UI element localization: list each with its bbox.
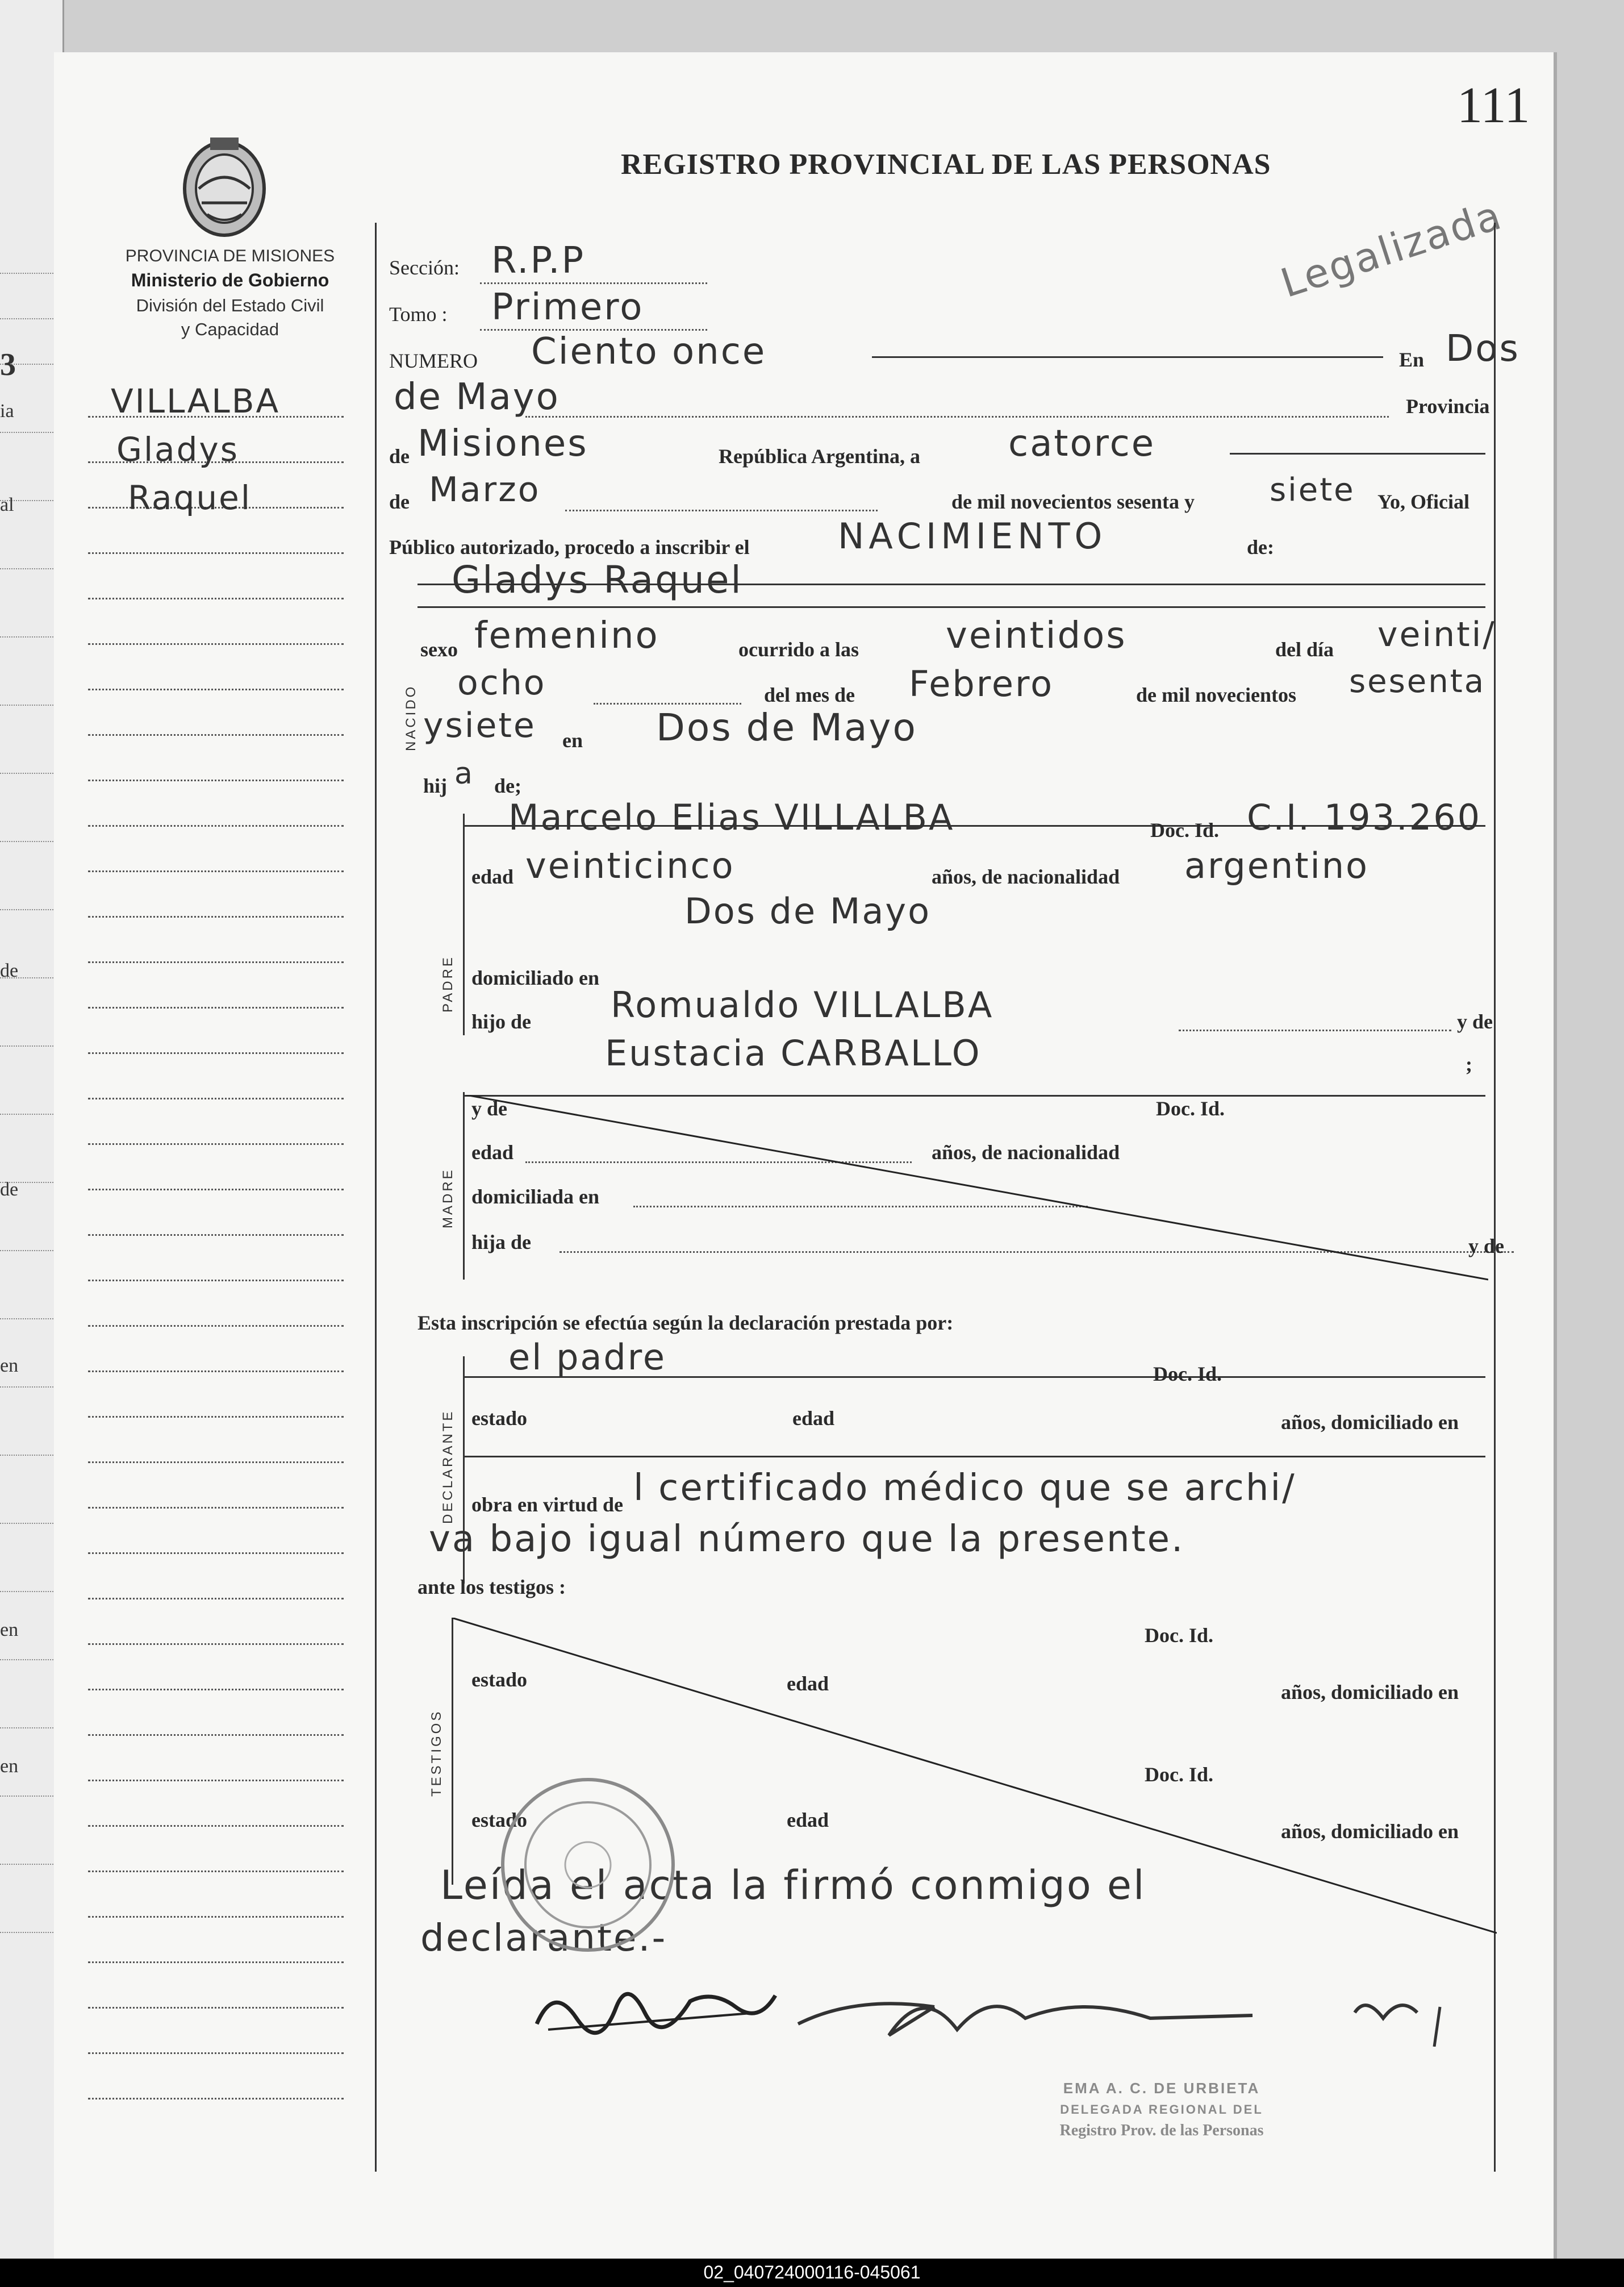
margin-rule (88, 1461, 344, 1463)
margin-rule (88, 1416, 344, 1418)
capacity-label: y Capacidad (181, 319, 279, 339)
rule (0, 1455, 62, 1456)
prev-fragment: de (0, 960, 19, 981)
rule (0, 432, 62, 433)
dia-value: veinti/ (1377, 615, 1496, 655)
testigo2-estado-label: estado (471, 1809, 527, 1831)
margin-surname: VILLALBA (111, 382, 281, 420)
official-signature-icon (787, 1973, 1468, 2047)
declarant-signature-icon (531, 1973, 781, 2041)
en-rule (525, 416, 1389, 418)
mil-label: de mil novecientos sesenta y (951, 490, 1195, 513)
testigo2-doc-label: Doc. Id. (1145, 1763, 1214, 1786)
hija-de-label: de; (494, 774, 521, 797)
padre-edad-label: edad (471, 865, 514, 888)
margin-rule (88, 1325, 344, 1327)
dia-label: del día (1275, 638, 1334, 661)
day-rule (1230, 453, 1485, 455)
father-nationality-value: argentino (1184, 845, 1369, 886)
publico-label: Público autorizado, procedo a inscribir el (389, 536, 750, 559)
margin-rule (88, 689, 344, 690)
prev-fragment: 3 (0, 347, 16, 382)
madre-domic-label: domiciliada en (471, 1185, 600, 1208)
margin-rule (88, 1007, 344, 1009)
rule (0, 1932, 62, 1933)
madre-y-de-label: y de (471, 1097, 507, 1120)
rule (0, 568, 62, 569)
rule (0, 1727, 62, 1728)
prev-fragment: de (0, 1179, 19, 1200)
section-testigos-label: TESTIGOS (429, 1709, 444, 1797)
padre-y-de-label: y de (1457, 1010, 1493, 1033)
scan-id: 02_040724000116-045061 (703, 2262, 921, 2282)
rule (0, 841, 62, 842)
margin-rule (88, 1234, 344, 1236)
declarante-doc-label: Doc. Id. (1153, 1363, 1222, 1385)
sexo-value: femenino (474, 615, 659, 657)
registry-seal-icon (497, 1774, 679, 1956)
margin-rule (88, 1280, 344, 1281)
madre-nac-label: años, de nacionalidad (932, 1141, 1120, 1164)
testigos-intro: ante los testigos : (418, 1576, 566, 1598)
madre-y-de-end: y de (1468, 1235, 1504, 1257)
madre-inner-line (463, 1092, 465, 1280)
legalized-stamp: Legalizada (1275, 191, 1508, 307)
margin-given-name-1: Gladys (116, 430, 239, 469)
closing-text-2: declarante.- (420, 1916, 667, 1960)
margin-rule (88, 1780, 344, 1781)
province-label: PROVINCIA DE MISIONES (125, 247, 335, 265)
official-office: Registro Prov. de las Personas (1059, 2122, 1264, 2139)
section-declarante-label: DECLARANTE (440, 1409, 456, 1524)
margin-rule (88, 1871, 344, 1872)
father-name: Marcelo Elias VILLALBA (508, 797, 955, 838)
en-value-2: de Mayo (394, 376, 560, 418)
testigo2-domic-label: años, domiciliado en (1281, 1820, 1459, 1843)
rule (0, 1591, 62, 1592)
declarante-estado-label: estado (471, 1407, 527, 1430)
rule (0, 1318, 62, 1319)
margin-rule (88, 961, 344, 963)
rule (0, 773, 62, 774)
newborn-name: Gladys Raquel (452, 558, 743, 602)
provincia-label: Provincia (1406, 395, 1490, 418)
margin-rule (88, 1098, 344, 1099)
declarante-domic-label: años, domiciliado en (1281, 1411, 1459, 1434)
seccion-value: R.P.P (491, 240, 586, 282)
hija-label: hij (423, 774, 448, 797)
prev-fragment: en (0, 1756, 19, 1777)
margin-rule (88, 1598, 344, 1599)
rule (0, 1045, 62, 1047)
en-label: En (1399, 348, 1425, 371)
margin-rule (88, 2098, 344, 2099)
prev-fragment: al (0, 494, 14, 515)
section-nacido-label: NACIDO (403, 684, 419, 751)
dia-rule (594, 703, 741, 705)
rule (0, 1796, 62, 1797)
margin-rule (88, 2052, 344, 2054)
paternal-grandfather-value: Romualdo VILLALBA (611, 984, 994, 1026)
madre-cross-out-line (466, 1095, 1488, 1282)
margin-rule (88, 825, 344, 827)
margin-rule (88, 598, 344, 599)
margin-rule (88, 1916, 344, 1918)
numero-value: Ciento once (531, 331, 767, 373)
anio-label: de mil novecientos (1136, 684, 1296, 706)
rule (0, 1250, 62, 1251)
margin-rule (88, 1189, 344, 1190)
paternal-grandmother-value: Eustacia CARBALLO (605, 1032, 982, 1074)
seccion-rule (480, 282, 707, 284)
padre-semicolon: ; (1466, 1053, 1472, 1076)
hora-label: ocurrido a las (738, 638, 859, 661)
frame-left-line (375, 223, 377, 2172)
rule (0, 1114, 62, 1115)
margin-rule (88, 734, 344, 736)
testigo1-doc-label: Doc. Id. (1145, 1624, 1214, 1647)
de-colon-label: de: (1247, 536, 1274, 559)
prev-fragment: en (0, 1619, 19, 1640)
section-padre-label: PADRE (440, 955, 456, 1013)
madre-edad-label: edad (471, 1141, 514, 1164)
mes-value: Febrero (909, 663, 1054, 705)
mes-label: del mes de (764, 684, 855, 706)
madre-doc-label: Doc. Id. (1156, 1097, 1225, 1120)
official-title: DELEGADA REGIONAL DEL (1060, 2102, 1263, 2117)
rule (0, 1864, 62, 1865)
padre-hijo-rule (1179, 1030, 1451, 1031)
hora-value: veintidos (946, 615, 1127, 657)
anio-value: sesenta (1349, 663, 1486, 700)
en-place-label: en (562, 729, 583, 752)
padre-nac-label: años, de nacionalidad (932, 865, 1120, 888)
seccion-label: Sección: (389, 256, 460, 279)
rule (0, 909, 62, 910)
testigo1-estado-label: estado (471, 1668, 527, 1691)
section-madre-label: MADRE (440, 1168, 456, 1228)
rule (0, 1386, 62, 1388)
father-age-value: veinticinco (525, 845, 735, 886)
rule (0, 273, 62, 274)
month-rule (565, 510, 878, 511)
margin-rule (88, 1734, 344, 1736)
obra-label: obra en virtud de (471, 1493, 624, 1516)
margin-rule (88, 1052, 344, 1054)
margin-rule (88, 1825, 344, 1827)
margin-rule (88, 1507, 344, 1509)
margin-rule (88, 870, 344, 872)
father-address-value: Dos de Mayo (684, 890, 932, 932)
margin-rule (88, 1961, 344, 1963)
margin-rule (88, 916, 344, 918)
coat-of-arms-icon (176, 132, 273, 240)
sexo-label: sexo (420, 638, 458, 661)
margin-rule (88, 1143, 344, 1145)
testigo2-edad-label: edad (787, 1809, 829, 1831)
day-value: catorce (1008, 423, 1156, 465)
padre-doc-label: Doc. Id. (1150, 819, 1220, 842)
scan-footer (0, 2259, 1624, 2287)
declarante-mid-line (463, 1456, 1485, 1457)
de-label-2: de (389, 490, 410, 513)
de-label: de (389, 445, 410, 468)
closing-text-1: Leída el acta la firmó conmigo el (440, 1862, 1146, 1909)
misiones-value: Misiones (418, 423, 588, 465)
nacido-sep-line (418, 606, 1485, 608)
official-name: EMA A. C. DE URBIETA (1063, 2080, 1260, 2097)
declarant-name: el padre (508, 1336, 667, 1378)
yo-oficial-label: Yo, Oficial (1377, 490, 1469, 513)
rule (0, 1523, 62, 1524)
tomo-value: Primero (491, 286, 644, 328)
testigo1-edad-label: edad (787, 1672, 829, 1695)
division-label: División del Estado Civil (136, 295, 324, 315)
numero-rule (872, 356, 1383, 358)
padre-inner-line (463, 814, 465, 1035)
ministry-label: Ministerio de Gobierno (131, 270, 329, 290)
rule (0, 1659, 62, 1660)
anio-value-2: ysiete (423, 706, 536, 745)
testigo1-domic-label: años, domiciliado en (1281, 1681, 1459, 1703)
prev-fragment: ia (0, 401, 14, 422)
padre-hijo-label: hijo de (471, 1010, 532, 1033)
rule (0, 318, 62, 319)
numero-label: NUMERO (389, 349, 478, 372)
page-number: 111 (1457, 77, 1530, 134)
register-page (54, 52, 1554, 2259)
month-value: Marzo (429, 470, 541, 510)
madre-hija-label: hija de (471, 1231, 532, 1253)
birthplace-value: Dos de Mayo (656, 706, 917, 749)
hija-value: a (454, 757, 474, 791)
father-doc-value: C.I. 193.260 (1247, 797, 1482, 838)
en-value: Dos (1446, 328, 1520, 370)
margin-rule (88, 1643, 344, 1645)
year-value: siete (1270, 472, 1355, 509)
rule (0, 636, 62, 638)
margin-rule (88, 780, 344, 781)
margin-rule (88, 643, 344, 645)
republica-label: República Argentina, a (719, 445, 921, 468)
margin-rule (88, 1689, 344, 1690)
margin-rule (88, 2007, 344, 2009)
padre-domic-label: domiciliado en (471, 967, 600, 989)
margin-rule (88, 1370, 344, 1372)
prev-fragment: en (0, 1355, 19, 1376)
declarante-edad-label: edad (792, 1407, 835, 1430)
obra-value: l certificado médico que se archi/ (633, 1467, 1296, 1509)
dia-value-2: ocho (457, 663, 546, 703)
act-value: NACIMIENTO (838, 515, 1107, 557)
margin-rule (88, 1552, 344, 1554)
margin-given-name-2: Raquel (128, 478, 252, 517)
document-title: REGISTRO PROVINCIAL DE LAS PERSONAS (621, 148, 1271, 181)
rule (0, 705, 62, 706)
margin-rule (88, 552, 344, 554)
obra-value-2: va bajo igual número que la presente. (429, 1518, 1185, 1560)
tomo-label: Tomo : (389, 303, 448, 326)
declarante-intro: Esta inscripción se efectúa según la declaración prestada por: (418, 1311, 954, 1334)
